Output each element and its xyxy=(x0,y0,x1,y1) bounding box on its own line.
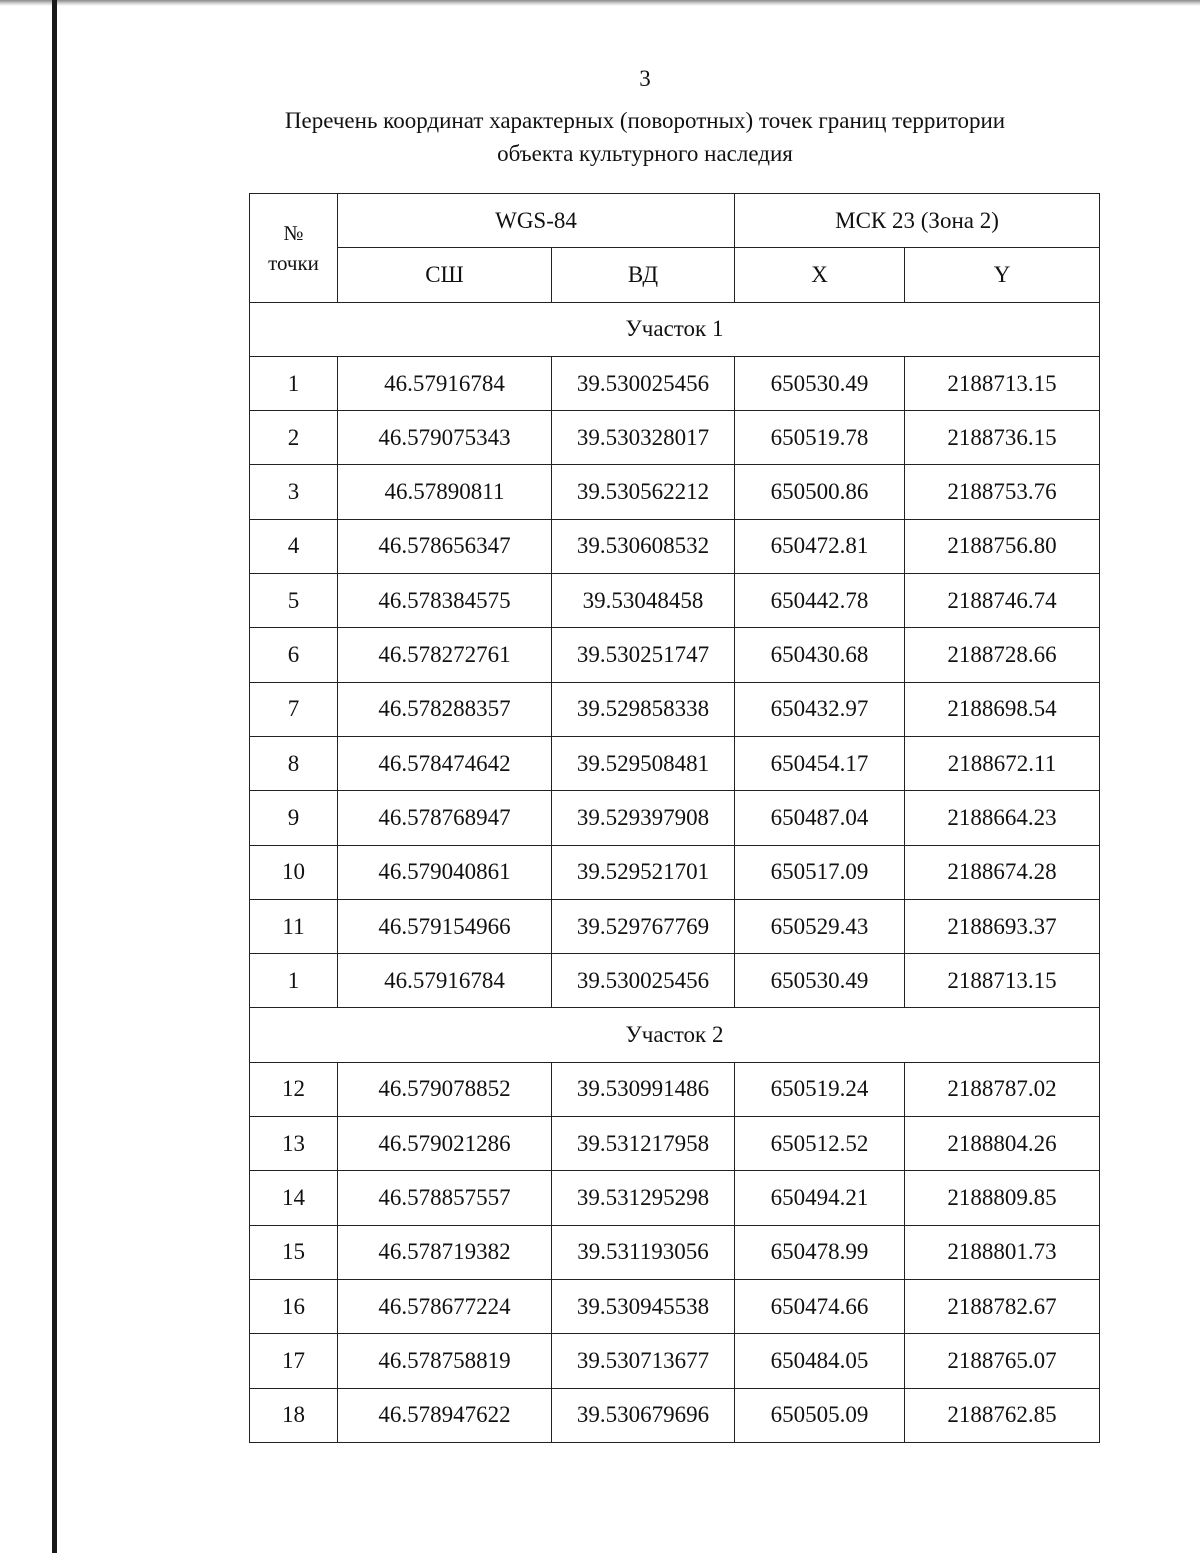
table-row xyxy=(250,1279,1100,1333)
cell-y: 2188713.15 xyxy=(905,356,1100,410)
cell-latitude: 46.578272761 xyxy=(338,628,552,682)
page-number: 3 xyxy=(639,66,651,91)
cell-y: 2188693.37 xyxy=(905,899,1100,953)
cell-longitude: 39.531217958 xyxy=(552,1117,735,1171)
cell-x: 650519.78 xyxy=(735,411,905,465)
cell-point-number: 2 xyxy=(250,411,338,465)
section-row xyxy=(250,1008,1100,1062)
table-row xyxy=(250,682,1100,736)
header-point-number-line-2: точки xyxy=(268,250,319,275)
cell-point-number: 13 xyxy=(250,1117,338,1171)
cell-longitude: 39.53048458 xyxy=(552,574,735,628)
cell-point-number: 15 xyxy=(250,1225,338,1279)
cell-latitude: 46.57916784 xyxy=(338,356,552,410)
cell-point-number: 17 xyxy=(250,1334,338,1388)
cell-latitude: 46.579075343 xyxy=(338,411,552,465)
cell-y: 2188804.26 xyxy=(905,1117,1100,1171)
cell-latitude: 46.578474642 xyxy=(338,736,552,790)
cell-point-number: 10 xyxy=(250,845,338,899)
cell-point-number: 1 xyxy=(250,954,338,1008)
cell-latitude: 46.579078852 xyxy=(338,1062,552,1116)
table-row xyxy=(250,791,1100,845)
cell-point-number: 6 xyxy=(250,628,338,682)
cell-x: 650474.66 xyxy=(735,1279,905,1333)
cell-x: 650519.24 xyxy=(735,1062,905,1116)
cell-point-number: 4 xyxy=(250,519,338,573)
cell-x: 650472.81 xyxy=(735,519,905,573)
cell-longitude: 39.529767769 xyxy=(552,899,735,953)
table-row xyxy=(250,1388,1100,1442)
cell-latitude: 46.578719382 xyxy=(338,1225,552,1279)
cell-latitude: 46.578677224 xyxy=(338,1279,552,1333)
document-title xyxy=(200,104,1090,170)
cell-x: 650432.97 xyxy=(735,682,905,736)
cell-latitude: 46.579040861 xyxy=(338,845,552,899)
table-row xyxy=(250,1171,1100,1225)
cell-y: 2188762.85 xyxy=(905,1388,1100,1442)
cell-latitude: 46.578857557 xyxy=(338,1171,552,1225)
cell-x: 650512.52 xyxy=(735,1117,905,1171)
cell-latitude: 46.579154966 xyxy=(338,899,552,953)
cell-point-number: 5 xyxy=(250,574,338,628)
cell-point-number: 8 xyxy=(250,736,338,790)
header-x: X xyxy=(735,248,905,302)
cell-y: 2188801.73 xyxy=(905,1225,1100,1279)
cell-y: 2188698.54 xyxy=(905,682,1100,736)
cell-longitude: 39.529508481 xyxy=(552,736,735,790)
cell-longitude: 39.530945538 xyxy=(552,1279,735,1333)
table-row xyxy=(250,411,1100,465)
cell-latitude: 46.578947622 xyxy=(338,1388,552,1442)
cell-x: 650529.43 xyxy=(735,899,905,953)
header-point-number-line-1: № xyxy=(283,220,304,245)
cell-y: 2188787.02 xyxy=(905,1062,1100,1116)
cell-longitude: 39.530713677 xyxy=(552,1334,735,1388)
header-latitude: СШ xyxy=(338,248,552,302)
cell-point-number: 18 xyxy=(250,1388,338,1442)
cell-x: 650530.49 xyxy=(735,954,905,1008)
header-msk23: МСК 23 (Зона 2) xyxy=(735,194,1100,248)
cell-latitude: 46.578656347 xyxy=(338,519,552,573)
cell-latitude: 46.578758819 xyxy=(338,1334,552,1388)
cell-point-number: 9 xyxy=(250,791,338,845)
header-row-2 xyxy=(250,248,1100,302)
cell-longitude: 39.529397908 xyxy=(552,791,735,845)
cell-latitude: 46.578288357 xyxy=(338,682,552,736)
cell-y: 2188753.76 xyxy=(905,465,1100,519)
cell-point-number: 12 xyxy=(250,1062,338,1116)
cell-longitude: 39.529858338 xyxy=(552,682,735,736)
cell-point-number: 1 xyxy=(250,356,338,410)
cell-y: 2188809.85 xyxy=(905,1171,1100,1225)
cell-x: 650494.21 xyxy=(735,1171,905,1225)
table-row xyxy=(250,1225,1100,1279)
cell-y: 2188713.15 xyxy=(905,954,1100,1008)
title-line-1: Перечень координат характерных (поворотных) точек границ территории xyxy=(284,108,1006,133)
cell-latitude: 46.578384575 xyxy=(338,574,552,628)
cell-y: 2188672.11 xyxy=(905,736,1100,790)
cell-longitude: 39.530025456 xyxy=(552,954,735,1008)
cell-point-number: 14 xyxy=(250,1171,338,1225)
cell-point-number: 11 xyxy=(250,899,338,953)
header-wgs84: WGS-84 xyxy=(338,194,735,248)
coordinates-table xyxy=(249,193,1100,1443)
section-title: Участок 1 xyxy=(250,302,1100,356)
cell-longitude: 39.530679696 xyxy=(552,1388,735,1442)
table-header xyxy=(250,194,1100,303)
section-row xyxy=(250,302,1100,356)
cell-y: 2188674.28 xyxy=(905,845,1100,899)
scan-left-edge xyxy=(52,0,57,1553)
cell-longitude: 39.531295298 xyxy=(552,1171,735,1225)
cell-point-number: 3 xyxy=(250,465,338,519)
cell-latitude: 46.57890811 xyxy=(338,465,552,519)
header-longitude: ВД xyxy=(552,248,735,302)
cell-x: 650487.04 xyxy=(735,791,905,845)
cell-longitude: 39.530991486 xyxy=(552,1062,735,1116)
cell-y: 2188728.66 xyxy=(905,628,1100,682)
cell-latitude: 46.579021286 xyxy=(338,1117,552,1171)
table-row xyxy=(250,954,1100,1008)
cell-x: 650454.17 xyxy=(735,736,905,790)
cell-longitude: 39.530251747 xyxy=(552,628,735,682)
cell-x: 650442.78 xyxy=(735,574,905,628)
table-row xyxy=(250,1334,1100,1388)
cell-latitude: 46.578768947 xyxy=(338,791,552,845)
table-row xyxy=(250,465,1100,519)
cell-y: 2188736.15 xyxy=(905,411,1100,465)
table-row xyxy=(250,628,1100,682)
cell-x: 650430.68 xyxy=(735,628,905,682)
table-row xyxy=(250,574,1100,628)
header-row-1 xyxy=(250,194,1100,248)
header-y: Y xyxy=(905,248,1100,302)
table-row xyxy=(250,356,1100,410)
cell-y: 2188746.74 xyxy=(905,574,1100,628)
cell-y: 2188765.07 xyxy=(905,1334,1100,1388)
cell-longitude: 39.530608532 xyxy=(552,519,735,573)
cell-point-number: 16 xyxy=(250,1279,338,1333)
section-title: Участок 2 xyxy=(250,1008,1100,1062)
table-row xyxy=(250,845,1100,899)
cell-point-number: 7 xyxy=(250,682,338,736)
cell-x: 650517.09 xyxy=(735,845,905,899)
cell-x: 650500.86 xyxy=(735,465,905,519)
table-row xyxy=(250,736,1100,790)
cell-longitude: 39.530562212 xyxy=(552,465,735,519)
table-row xyxy=(250,1062,1100,1116)
cell-longitude: 39.530328017 xyxy=(552,411,735,465)
cell-y: 2188756.80 xyxy=(905,519,1100,573)
table-row xyxy=(250,519,1100,573)
cell-x: 650478.99 xyxy=(735,1225,905,1279)
cell-y: 2188664.23 xyxy=(905,791,1100,845)
cell-x: 650530.49 xyxy=(735,356,905,410)
table-row xyxy=(250,1117,1100,1171)
table-body xyxy=(250,302,1100,1442)
title-line-2: объекта культурного наследия xyxy=(497,141,793,166)
cell-y: 2188782.67 xyxy=(905,1279,1100,1333)
scan-top-edge xyxy=(0,0,1200,6)
cell-latitude: 46.57916784 xyxy=(338,954,552,1008)
cell-longitude: 39.529521701 xyxy=(552,845,735,899)
table-row xyxy=(250,899,1100,953)
header-point-number xyxy=(250,194,338,303)
cell-x: 650505.09 xyxy=(735,1388,905,1442)
cell-longitude: 39.531193056 xyxy=(552,1225,735,1279)
cell-longitude: 39.530025456 xyxy=(552,356,735,410)
cell-x: 650484.05 xyxy=(735,1334,905,1388)
